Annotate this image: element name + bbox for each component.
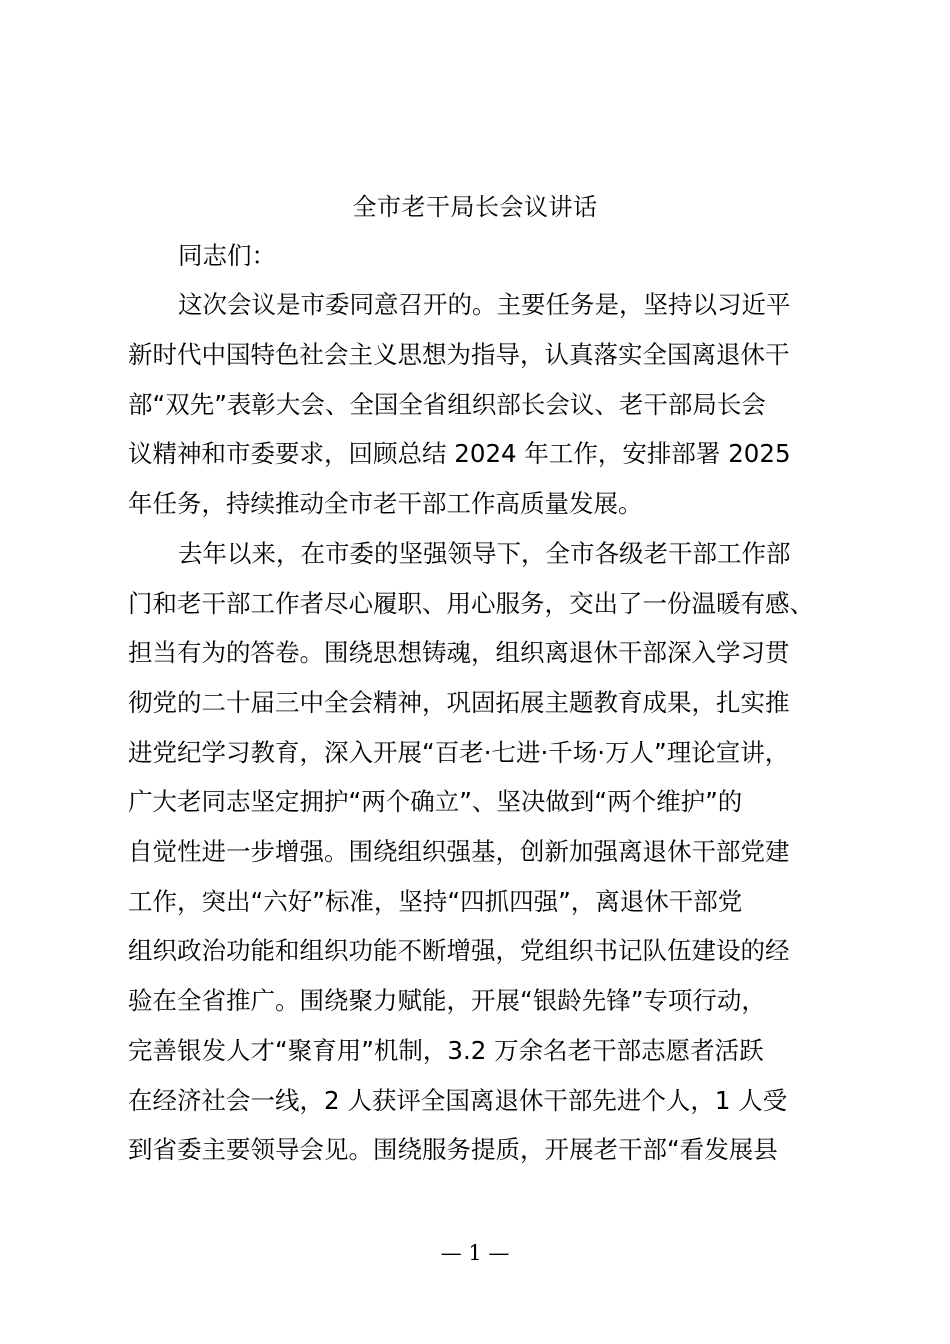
salutation-line: 同志们： [178,241,276,270]
document-title: 全市老干局长会议讲话 [352,193,598,221]
paragraph-line: 完善银发人才“聚育用”机制，3.2 万余名老干部志愿者活跃 [128,1036,764,1065]
paragraph-line: 去年以来，在市委的坚强领导下，全市各级老干部工作部 [178,539,791,568]
paragraph-line: 担当有为的答卷。围绕思想铸魂，组织离退休干部深入学习贯 [128,638,790,667]
paragraph-line: 验在全省推广。围绕聚力赋能，开展“银龄先锋”专项行动， [128,986,766,1015]
paragraph-line: 彻党的二十届三中全会精神，巩固拓展主题教育成果，扎实推 [128,688,790,717]
paragraph-line: 门和老干部工作者尽心履职、用心服务，交出了一份温暖有感、 [128,589,814,618]
paragraph-line: 工作，突出“六好”标准，坚持“四抓四强”，离退休干部党 [128,887,743,916]
paragraph-line: 部“双先”表彰大会、全国全省组织部长会议、老干部局长会 [128,390,766,419]
page-number: — 1 — [440,1241,510,1265]
paragraph-line: 到省委主要领导会见。围绕服务提质，开展老干部“看发展县 [128,1135,778,1164]
paragraph-line: 进党纪学习教育，深入开展“百老·七进·千场·万人”理论宣讲， [128,738,790,767]
paragraph-line: 年任务，持续推动全市老干部工作高质量发展。 [128,489,643,518]
paragraph-line: 自觉性进一步增强。围绕组织强基，创新加强离退休干部党建 [128,837,790,866]
paragraph-line: 新时代中国特色社会主义思想为指导，认真落实全国离退休干 [128,340,790,369]
paragraph-line: 在经济社会一线，2 人获评全国离退休干部先进个人，1 人受 [128,1086,788,1115]
paragraph-line: 议精神和市委要求，回顾总结 2024 年工作，安排部署 2025 [128,439,791,468]
paragraph-line: 广大老同志坚定拥护“两个确立”、坚决做到“两个维护”的 [128,787,743,816]
paragraph-line: 这次会议是市委同意召开的。主要任务是，坚持以习近平 [178,290,791,319]
paragraph-line: 组织政治功能和组织功能不断增强，党组织书记队伍建设的经 [128,936,790,965]
